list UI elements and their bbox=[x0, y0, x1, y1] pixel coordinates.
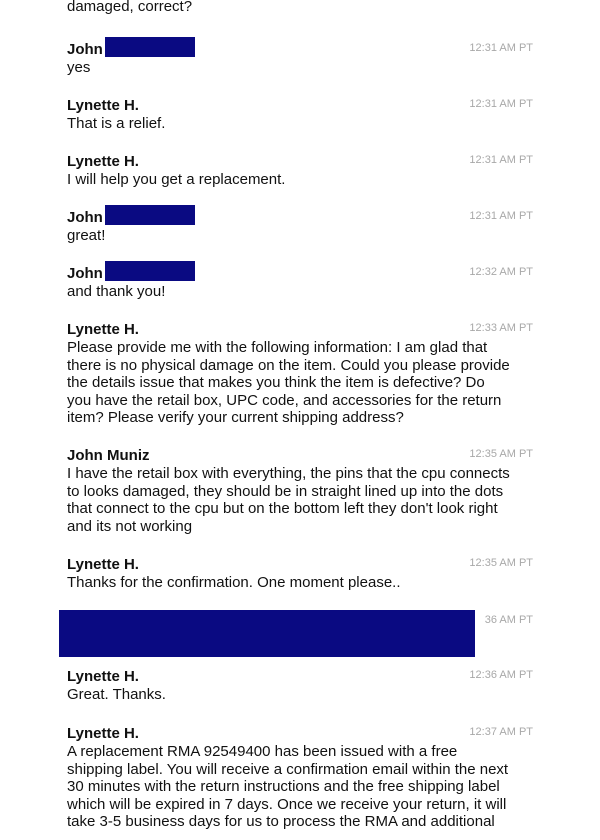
redaction-bar bbox=[105, 205, 195, 225]
timestamp: 12:36 AM PT bbox=[469, 669, 533, 681]
message-header bbox=[67, 265, 537, 283]
message-text: yes bbox=[67, 59, 91, 76]
chat-message bbox=[67, 447, 537, 535]
message-header bbox=[67, 321, 537, 339]
sender-name: Lynette H. bbox=[67, 668, 139, 685]
timestamp: 12:35 AM PT bbox=[469, 448, 533, 460]
message-text: Thanks for the confirmation. One moment please.. bbox=[67, 574, 401, 591]
sender-name: Lynette H. bbox=[67, 153, 139, 170]
message-header bbox=[67, 97, 537, 115]
message-text: Great. Thanks. bbox=[67, 686, 166, 703]
sender-name-text: John bbox=[67, 41, 103, 58]
message-text: I will help you get a replacement. bbox=[67, 171, 286, 188]
message-text: Please provide me with the following information: I am glad that there is no physical damage on the item. Could you please provide the details issue that makes you think the item is defective? Do you have the retail box, UPC code, and accessories for the return item? Please verify your current shipping address? bbox=[67, 339, 510, 426]
timestamp: 12:31 AM PT bbox=[469, 154, 533, 166]
timestamp: 12:33 AM PT bbox=[469, 322, 533, 334]
message-header bbox=[67, 447, 537, 465]
chat-message bbox=[67, 265, 537, 301]
sender-name: Lynette H. bbox=[67, 97, 139, 114]
chat-message bbox=[67, 209, 537, 245]
sender-name: Lynette H. bbox=[67, 556, 139, 573]
chat-message bbox=[67, 725, 537, 831]
sender-name bbox=[67, 209, 195, 227]
sender-name: John Muniz bbox=[67, 447, 150, 464]
message-text-fragment: damaged, correct? bbox=[67, 0, 193, 15]
redaction-bar bbox=[105, 37, 195, 57]
sender-name bbox=[67, 265, 195, 283]
message-header bbox=[67, 668, 537, 686]
message-text: A replacement RMA 92549400 has been issued with a free shipping label. You will receive a confirmation email within the next 30 minutes with the return instructions and the free shipping label which will be expired in 7 days. Once we receive your return, it will take 3-5 business days for us to process the RMA and additional bbox=[67, 743, 509, 830]
message-text: That is a relief. bbox=[67, 115, 166, 132]
redaction-bar bbox=[105, 261, 195, 281]
message-text: and thank you! bbox=[67, 283, 166, 300]
chat-message bbox=[67, 321, 537, 427]
chat-message bbox=[67, 556, 537, 592]
chat-message bbox=[67, 97, 537, 133]
message-header bbox=[67, 556, 537, 574]
sender-name-text: John bbox=[67, 209, 103, 226]
message-text: great! bbox=[67, 227, 106, 244]
timestamp: 12:31 AM PT bbox=[469, 42, 533, 54]
sender-name: Lynette H. bbox=[67, 725, 139, 742]
message-header bbox=[67, 41, 537, 59]
timestamp: 12:31 AM PT bbox=[469, 210, 533, 222]
timestamp: 36 AM PT bbox=[484, 614, 533, 626]
timestamp: 12:31 AM PT bbox=[469, 98, 533, 110]
chat-message bbox=[67, 41, 537, 77]
message-header bbox=[67, 725, 537, 743]
message-header bbox=[67, 153, 537, 171]
message-text: I have the retail box with everything, the pins that the cpu connects to looks damaged, they should be in straight lined up into the dots that connect to the cpu but on the bottom left they don't look right and its not working bbox=[67, 465, 510, 535]
sender-name-text: John bbox=[67, 265, 103, 282]
timestamp: 12:32 AM PT bbox=[469, 266, 533, 278]
redacted-message-block bbox=[59, 610, 475, 657]
chat-message bbox=[67, 153, 537, 189]
timestamp: 12:37 AM PT bbox=[469, 726, 533, 738]
message-header bbox=[67, 209, 537, 227]
sender-name: Lynette H. bbox=[67, 321, 139, 338]
chat-message bbox=[67, 668, 537, 704]
sender-name bbox=[67, 41, 195, 59]
timestamp: 12:35 AM PT bbox=[469, 557, 533, 569]
